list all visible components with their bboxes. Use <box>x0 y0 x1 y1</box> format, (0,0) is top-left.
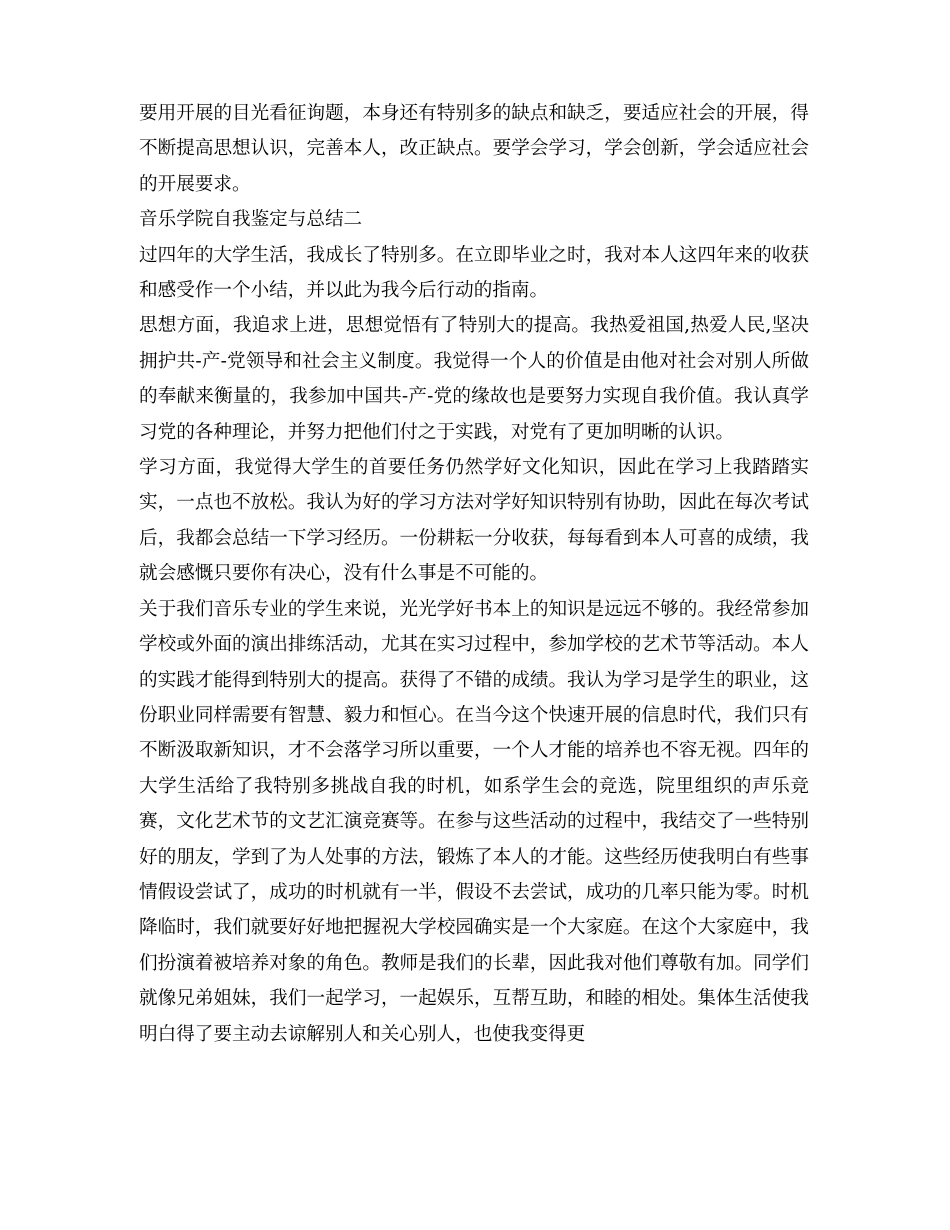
document-body <box>139 96 809 1052</box>
paragraph-intro: 要用开展的目光看征询题，本身还有特别多的缺点和缺乏，要适应社会的开展，得不断提高思想认识，完善本人，改正缺点。要学会学习，学会创新，学会适应社会的开展要求。 <box>139 103 809 195</box>
section-heading: 音乐学院自我鉴定与总结二 <box>139 209 363 231</box>
paragraph-summary: 过四年的大学生活，我成长了特别多。在立即毕业之时，我对本人这四年来的收获和感受作一个小结，并以此为我今后行动的指南。 <box>139 244 809 302</box>
paragraph-study: 学习方面，我觉得大学生的首要任务仍然学好文化知识，因此在学习上我踏踏实实，一点也不放松。我认为好的学习方法对学好知识特别有协助，因此在每次考试后，我都会总结一下学习经历。一份耕耘一分收获，每每看到本人可喜的成绩，我就会感慨只要你有决心，没有什么事是不可能的。 <box>139 457 809 585</box>
paragraph-ideology: 思想方面，我追求上进，思想觉悟有了特别大的提高。我热爱祖国,热爱人民,坚决拥护共-产-党领导和社会主义制度。我觉得一个人的价值是由他对社会对别人所做的奉献来衡量的，我参加中国共-产-党的缘故也是要努力实现自我价值。我认真学习党的各种理论，并努力把他们付之于实践，对党有了更加明晰的认识。 <box>139 315 809 443</box>
paragraph-practice: 关于我们音乐专业的学生来说，光光学好书本上的知识是远远不够的。我经常参加学校或外面的演出排练活动，尤其在实习过程中，参加学校的艺术节等活动。本人的实践才能得到特别大的提高。获得了不错的成绩。我认为学习是学生的职业，这份职业同样需要有智慧、毅力和恒心。在当今这个快速开展的信息时代，我们只有不断汲取新知识，才不会落学习所以重要，一个人才能的培养也不容无视。四年的大学生活给了我特别多挑战自我的时机，如系学生会的竞选，院里组织的声乐竞赛，文化艺术节的文艺汇演竞赛等。在参与这些活动的过程中，我结交了一些特别好的朋友，学到了为人处事的方法，锻炼了本人的才能。这些经历使我明白有些事情假设尝试了，成功的时机就有一半，假设不去尝试，成功的几率只能为零。时机降临时，我们就要好好地把握祝大学校园确实是一个大家庭。在这个大家庭中，我们扮演着被培养对象的角色。教师是我们的长辈，因此我对他们尊敬有加。同学们就像兄弟姐妹，我们一起学习，一起娱乐，互帮互助，和睦的相处。集体生活使我明白得了要主动去谅解别人和关心别人，也使我变得更 <box>139 598 809 1045</box>
